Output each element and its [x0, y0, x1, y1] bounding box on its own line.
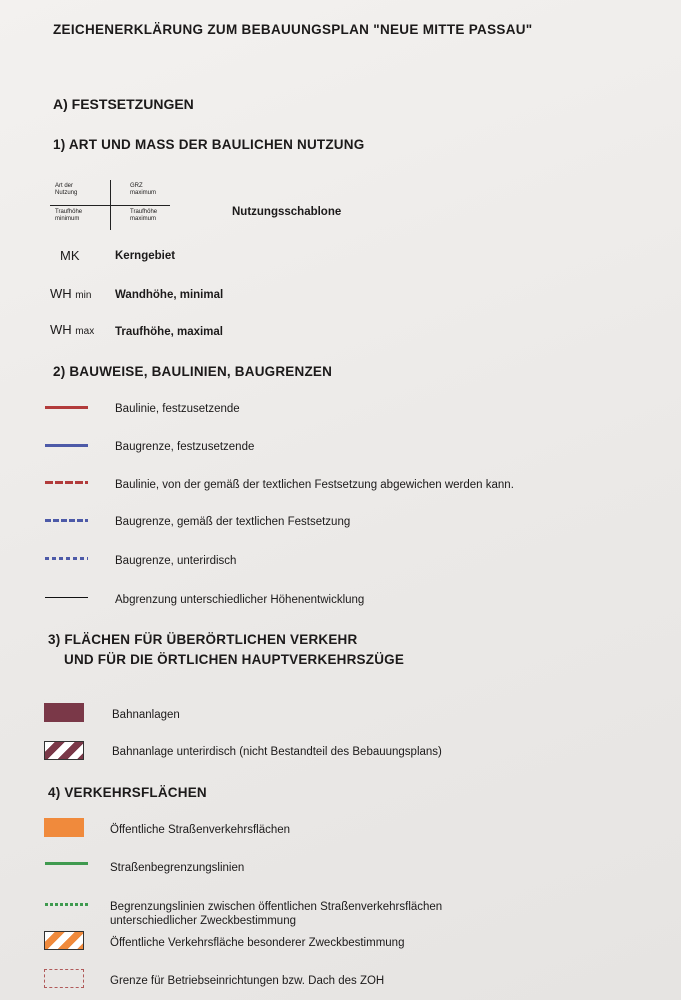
line-begrenzung-zweckbestimmung [45, 903, 88, 906]
label-baulinie-abweichung: Baulinie, von der gemäß der textlichen Festsetzung abgewichen werden kann. [115, 479, 514, 491]
symbol-mk: MK [60, 248, 80, 263]
line-baugrenze-unterirdisch [45, 557, 88, 560]
label-betriebseinrichtungen: Grenze für Betriebseinrichtungen bzw. Dach des ZOH [110, 975, 385, 987]
line-strassenbegrenzung [45, 862, 88, 865]
label-besondere-zweckbestimmung: Öffentliche Verkehrsfläche besonderer Zweckbestimmung [110, 937, 405, 949]
swatch-strassenverkehrsflaechen [44, 818, 84, 837]
line-baulinie [45, 406, 88, 409]
template-label: Nutzungsschablone [232, 206, 342, 218]
line-hoehenentwicklung [45, 597, 88, 598]
swatch-bahnanlagen [44, 703, 84, 722]
template-top-left: Art der Nutzung [55, 183, 78, 196]
label-begrenzung-zweckbestimmung-2: unterschiedlicher Zweckbestimmung [110, 915, 296, 927]
legend-title: ZEICHENERKLÄRUNG ZUM BEBAUUNGSPLAN "NEUE MITTE PASSAU" [53, 22, 533, 37]
line-baulinie-abweichung [45, 481, 88, 484]
template-bottom-right: Traufhöhe maximum [130, 209, 158, 222]
symbol-wh-max: WH max [50, 322, 95, 337]
label-begrenzung-zweckbestimmung-1: Begrenzungslinien zwischen öffentlichen Straßenverkehrsflächen [110, 901, 443, 913]
usage-template [50, 180, 170, 230]
section-3-heading-line2: UND FÜR DIE ÖRTLICHEN HAUPTVERKEHRSZÜGE [64, 652, 405, 667]
label-baugrenze-unterirdisch: Baugrenze, unterirdisch [115, 555, 237, 567]
label-baugrenze: Baugrenze, festzusetzende [115, 441, 255, 453]
label-strassenbegrenzung: Straßenbegrenzungslinien [110, 862, 245, 874]
label-traufhoehe-max: Traufhöhe, maximal [115, 326, 224, 338]
section-4-heading: 4) VERKEHRSFLÄCHEN [48, 785, 207, 800]
section-a-heading: A) FESTSETZUNGEN [53, 96, 194, 112]
label-bahnanlagen: Bahnanlagen [112, 709, 180, 721]
template-top-right: GRZ maximum [130, 183, 157, 196]
label-bahnanlage-unterirdisch: Bahnanlage unterirdisch (nicht Bestandteil des Bebauungsplans) [112, 746, 442, 758]
label-strassenverkehrsflaechen: Öffentliche Straßenverkehrsflächen [110, 824, 291, 836]
symbol-wh-min: WH min [50, 286, 92, 301]
line-baugrenze-textlich [45, 519, 88, 522]
line-baugrenze [45, 444, 88, 447]
label-wandhoehe-min: Wandhöhe, minimal [115, 289, 224, 301]
label-kerngebiet: Kerngebiet [115, 250, 176, 262]
template-bottom-left: Traufhöhe minimum [55, 209, 83, 222]
section-2-heading: 2) BAUWEISE, BAULINIEN, BAUGRENZEN [53, 364, 333, 379]
swatch-bahnanlage-unterirdisch [44, 741, 84, 760]
swatch-besondere-zweckbestimmung [44, 931, 84, 950]
section-1-heading: 1) ART UND MASS DER BAULICHEN NUTZUNG [53, 137, 365, 152]
swatch-betriebseinrichtungen [44, 969, 84, 988]
label-baulinie: Baulinie, festzusetzende [115, 403, 240, 415]
label-baugrenze-textlich: Baugrenze, gemäß der textlichen Festsetzung [115, 516, 351, 528]
section-3-heading-line1: 3) FLÄCHEN FÜR ÜBERÖRTLICHEN VERKEHR [48, 632, 358, 647]
label-hoehenentwicklung: Abgrenzung unterschiedlicher Höhenentwicklung [115, 594, 365, 606]
